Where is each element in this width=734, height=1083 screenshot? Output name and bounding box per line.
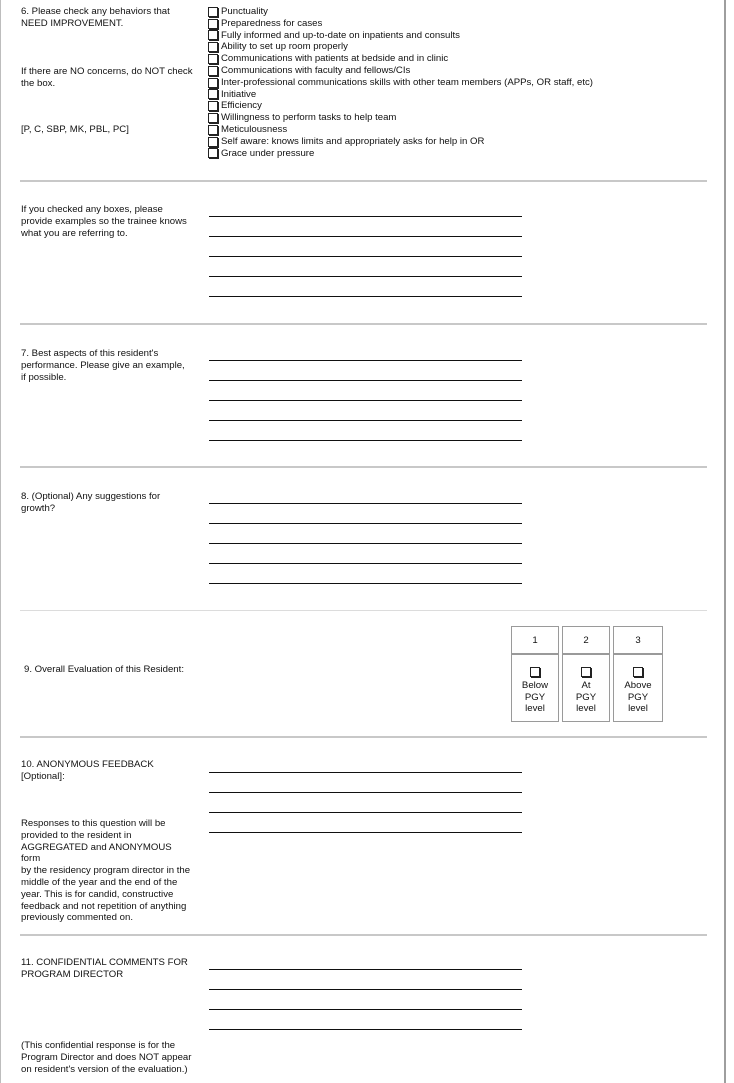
q11-answer-lines[interactable] [209,969,522,1049]
behavior-option[interactable]: Grace under pressure [208,148,708,160]
rating-below-pgy[interactable]: Below PGY level [511,653,559,722]
q9-label: 9. Overall Evaluation of this Resident: [24,664,184,675]
behavior-option[interactable]: Fully informed and up-to-date on inpatients and consults [208,30,708,42]
behavior-option[interactable]: Ability to set up room properly [208,41,708,53]
behavior-option[interactable]: Willingness to perform tasks to help team [208,112,708,124]
rating-above-pgy[interactable]: Above PGY level [613,653,663,722]
behavior-option[interactable]: Communications with patients at bedside and in clinic [208,53,708,65]
behavior-option[interactable]: Punctuality [208,6,708,18]
behavior-option[interactable]: Inter-professional communications skills with other team members (APPs, OR staff, etc) [208,77,708,89]
section-divider [20,736,707,738]
checkbox-icon[interactable] [208,7,218,17]
examples-answer-lines[interactable] [209,216,522,316]
section-divider [20,934,707,936]
checkbox-icon[interactable] [208,137,218,147]
q10-note: Responses to this question will be provided to the resident in AGGREGATED and ANONYMOUS form by the residency program director in the middle of the year and the end of the year. This is for candid, constructive feedback and not repetition of anything previously commented on. [21,818,191,924]
checkbox-icon[interactable] [208,113,218,123]
checkbox-icon[interactable] [208,148,218,158]
checkbox-icon[interactable] [208,19,218,29]
scale-number-1: 1 [511,626,559,655]
section-divider [20,180,707,182]
checkbox-icon[interactable] [208,89,218,99]
checkbox-icon[interactable] [208,66,218,76]
behavior-option[interactable]: Preparedness for cases [208,18,708,30]
section-divider [20,323,707,325]
q10-label: 10. ANONYMOUS FEEDBACK [Optional]: [21,759,154,782]
q6-label: 6. Please check any behaviors that NEED IMPROVEMENT. [21,6,170,29]
behavior-option[interactable]: Self aware: knows limits and appropriately asks for help in OR [208,136,708,148]
q7-label: 7. Best aspects of this resident's performance. Please give an example, if possible. [21,348,185,383]
page-border-right [724,0,726,1083]
q11-label: 11. CONFIDENTIAL COMMENTS FOR PROGRAM DIRECTOR [21,957,188,980]
behavior-checklist [208,6,708,159]
checkbox-icon[interactable] [633,667,643,677]
behavior-option[interactable]: Initiative [208,89,708,101]
checkbox-icon[interactable] [208,54,218,64]
checkbox-icon[interactable] [208,30,218,40]
q7-answer-lines[interactable] [209,360,522,460]
scale-number-3: 3 [613,626,663,655]
q6-codes: [P, C, SBP, MK, PBL, PC] [21,124,129,135]
q10-answer-lines[interactable] [209,772,522,852]
checkbox-icon[interactable] [581,667,591,677]
checkbox-icon[interactable] [208,125,218,135]
checkbox-icon[interactable] [208,101,218,111]
q8-answer-lines[interactable] [209,503,522,603]
page-border-left [0,0,1,1083]
checkbox-icon[interactable] [208,42,218,52]
behavior-option[interactable]: Meticulousness [208,124,708,136]
checkbox-icon[interactable] [208,78,218,88]
scale-number-2: 2 [562,626,610,655]
rating-at-pgy[interactable]: At PGY level [562,653,610,722]
behavior-option[interactable]: Communications with faculty and fellows/CIs [208,65,708,77]
q6-note: If there are NO concerns, do NOT check the box. [21,66,193,89]
q8-label: 8. (Optional) Any suggestions for growth? [21,491,161,514]
q11-note: (This confidential response is for the Program Director and does NOT appear on resident's version of the evaluation.) [21,1040,192,1075]
examples-label: If you checked any boxes, please provide examples so the trainee knows what you are referring to. [21,204,187,239]
section-divider [20,610,707,611]
behavior-option[interactable]: Efficiency [208,100,708,112]
checkbox-icon[interactable] [530,667,540,677]
section-divider [20,466,707,468]
